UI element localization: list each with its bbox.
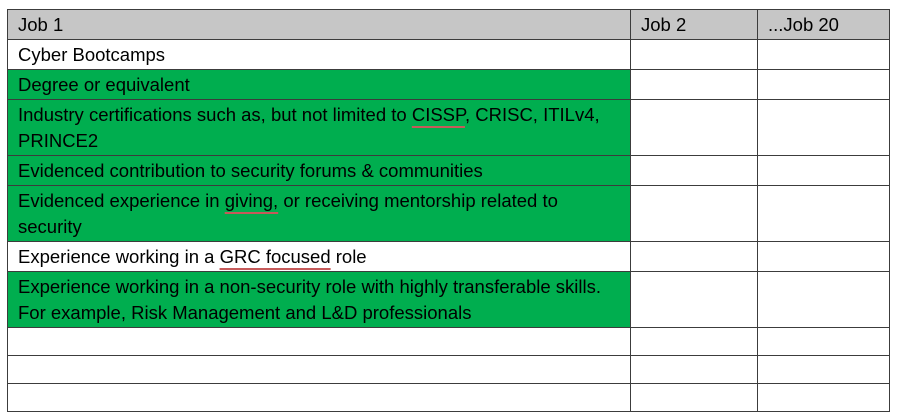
criteria-text: Experience working in a: [18, 246, 220, 267]
job-2-cell: [631, 328, 758, 356]
job-20-cell: [758, 40, 890, 70]
job-2-cell: [631, 40, 758, 70]
criteria-text: Evidenced experience in: [18, 190, 225, 211]
criteria-cell: [8, 384, 631, 412]
job-20-cell: [758, 272, 890, 328]
job-2-cell: [631, 100, 758, 156]
criteria-cell: [8, 70, 631, 100]
criteria-text: , CRISC, ITILv4, PRINCE2: [18, 104, 600, 151]
table-row: [8, 186, 890, 242]
job-2-cell: [631, 156, 758, 186]
table-row: [8, 384, 890, 412]
table-row: [8, 328, 890, 356]
job-2-cell: [631, 356, 758, 384]
table-row: [8, 356, 890, 384]
header-job-2: Job 2: [631, 10, 758, 40]
table-row: [8, 156, 890, 186]
spellcheck-word[interactable]: GRC focused: [219, 246, 331, 267]
job-20-cell: [758, 156, 890, 186]
criteria-cell: [8, 186, 631, 242]
table-row: [8, 272, 890, 328]
criteria-cell: [8, 40, 631, 70]
job-20-cell: [758, 242, 890, 272]
criteria-table: [7, 9, 890, 412]
job-2-cell: [631, 384, 758, 412]
criteria-text: or receiving mentorship related to security: [18, 190, 558, 237]
header-job-1: Job 1: [8, 10, 631, 40]
job-20-cell: [758, 186, 890, 242]
job-20-cell: [758, 384, 890, 412]
job-2-cell: [631, 186, 758, 242]
table-row: [8, 40, 890, 70]
criteria-text: Industry certifications such as, but not limited to: [18, 104, 412, 125]
criteria-text: Degree or equivalent: [18, 74, 190, 95]
criteria-cell: [8, 242, 631, 272]
job-20-cell: [758, 328, 890, 356]
job-20-cell: [758, 356, 890, 384]
job-2-cell: [631, 272, 758, 328]
criteria-cell: [8, 100, 631, 156]
criteria-text: Cyber Bootcamps: [18, 44, 166, 65]
criteria-cell: [8, 328, 631, 356]
criteria-cell: [8, 156, 631, 186]
spellcheck-word[interactable]: CISSP: [411, 104, 465, 125]
header-job-20: ...Job 20: [758, 10, 890, 40]
criteria-cell: [8, 272, 631, 328]
criteria-text: Experience working in a non-security role with highly transferable skills. For example, Risk Management and L&D professionals: [18, 276, 602, 323]
criteria-text: role: [330, 246, 367, 267]
criteria-cell: [8, 356, 631, 384]
table-row: [8, 242, 890, 272]
job-20-cell: [758, 70, 890, 100]
job-2-cell: [631, 242, 758, 272]
job-2-cell: [631, 70, 758, 100]
spellcheck-word[interactable]: giving,: [224, 190, 279, 211]
job-20-cell: [758, 100, 890, 156]
table-row: [8, 100, 890, 156]
criteria-text: Evidenced contribution to security forums & communities: [18, 160, 483, 181]
table-row: [8, 70, 890, 100]
header-row: [8, 10, 890, 40]
